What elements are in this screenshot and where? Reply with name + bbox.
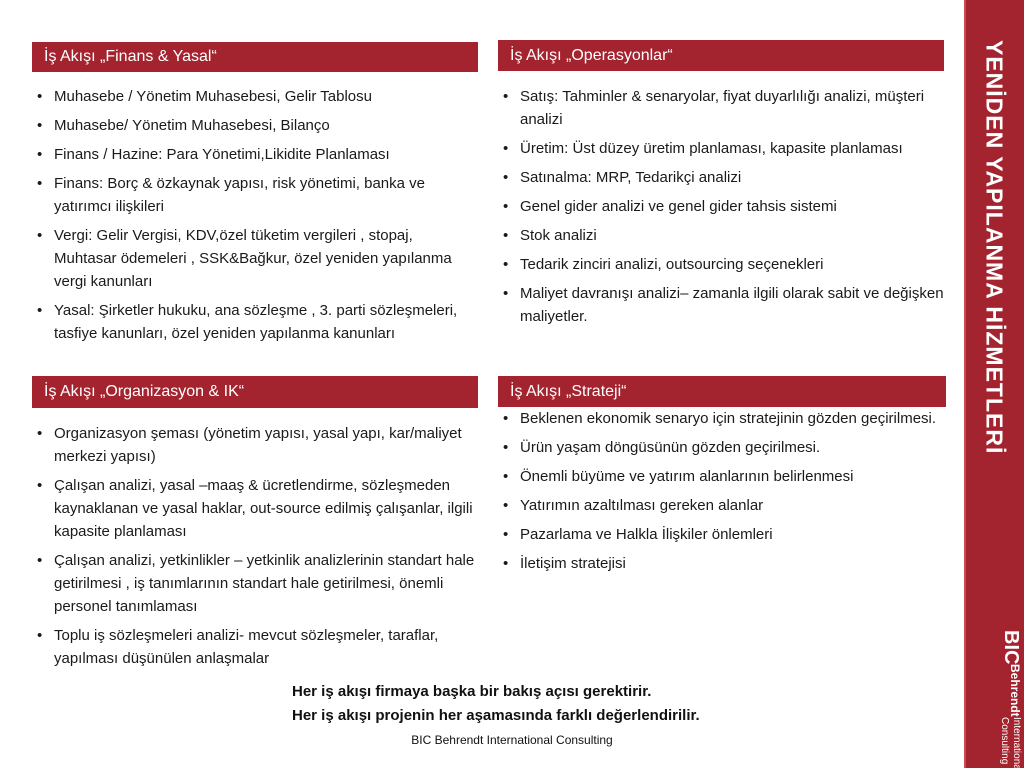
panel-finans-list bbox=[32, 85, 478, 345]
list-item: • Üretim: Üst düzey üretim planlaması, kapasite planlaması bbox=[498, 137, 944, 160]
list-item: • Toplu iş sözleşmeleri analizi- mevcut sözleşmeler, taraflar, yapılması düşünülen anlaşmalar bbox=[32, 624, 478, 670]
panel-operasyonlar-list bbox=[498, 85, 944, 328]
sidebar-title: YENİDEN YAPILANMA HİZMETLERİ bbox=[981, 40, 1008, 455]
list-item: • Finans: Borç & özkaynak yapısı, risk yönetimi, banka ve yatırımcı ilişkileri bbox=[32, 172, 478, 218]
logo-name: Behrendt bbox=[1008, 664, 1022, 718]
footer-note: Her iş akışı firmaya başka bir bakış açısı gerektirir. bbox=[292, 683, 652, 700]
list-item: • Çalışan analizi, yetkinlikler – yetkinlik analizlerinin standart hale getirilmesi , iş tanımlarının standart hale getirilmesi, önemli personel tanımlaması bbox=[32, 549, 478, 618]
list-item: • Stok analizi bbox=[498, 224, 944, 247]
list-item: • Maliyet davranışı analizi– zamanla ilgili olarak sabit ve değişken maliyetler. bbox=[498, 282, 944, 328]
panel-strateji-title: İş Akışı „Strateji“ bbox=[498, 376, 946, 407]
logo-mark: BIC bbox=[1000, 630, 1022, 665]
list-item: • Önemli büyüme ve yatırım alanlarının belirlenmesi bbox=[498, 465, 946, 488]
list-item: • Yatırımın azaltılması gereken alanlar bbox=[498, 494, 946, 517]
logo-subtitle: International Consulting bbox=[999, 717, 1022, 772]
list-item: • Muhasebe/ Yönetim Muhasebesi, Bilanço bbox=[32, 114, 478, 137]
list-item: • Pazarlama ve Halkla İlişkiler önlemleri bbox=[498, 523, 946, 546]
list-item: • Vergi: Gelir Vergisi, KDV,özel tüketim vergileri , stopaj, Muhtasar ödemeleri , SSK&Bağkur, özel yeniden yapılanma vergi kanunları bbox=[32, 224, 478, 293]
panel-operasyonlar-title: İş Akışı „Operasyonlar“ bbox=[498, 40, 944, 71]
list-item: • Finans / Hazine: Para Yönetimi,Likidite Planlaması bbox=[32, 143, 478, 166]
footer-note: Her iş akışı projenin her aşamasında farklı değerlendirilir. bbox=[292, 707, 700, 724]
list-item: • Tedarik zinciri analizi, outsourcing seçenekleri bbox=[498, 253, 944, 276]
footer-notes bbox=[292, 680, 952, 728]
panel-organizasyon-title: İş Akışı „Organizasyon & IK“ bbox=[32, 376, 478, 408]
footer-company: BIC Behrendt International Consulting bbox=[411, 733, 613, 747]
list-item: • İletişim stratejisi bbox=[498, 552, 946, 575]
list-item: • Satış: Tahminler & senaryolar, fiyat duyarlılığı analizi, müşteri analizi bbox=[498, 85, 944, 131]
sidebar bbox=[964, 0, 1024, 772]
list-item: • Çalışan analizi, yasal –maaş & ücretlendirme, sözleşmeden kaynaklanan ve yasal haklar, out-source edilmiş çalışanlar, ilgili kapasite planlaması bbox=[32, 474, 478, 543]
list-item: • Genel gider analizi ve genel gider tahsis sistemi bbox=[498, 195, 944, 218]
panel-finans-title: İş Akışı „Finans & Yasal“ bbox=[32, 42, 478, 72]
list-item: • Beklenen ekonomik senaryo için stratejinin gözden geçirilmesi. bbox=[498, 407, 946, 430]
panel-finans bbox=[32, 42, 478, 351]
list-item: • Ürün yaşam döngüsünün gözden geçirilmesi. bbox=[498, 436, 946, 459]
list-item: • Muhasebe / Yönetim Muhasebesi, Gelir Tablosu bbox=[32, 85, 478, 108]
panel-strateji-list bbox=[498, 407, 946, 575]
list-item: • Satınalma: MRP, Tedarikçi analizi bbox=[498, 166, 944, 189]
panel-organizasyon bbox=[32, 376, 478, 676]
panel-organizasyon-list bbox=[32, 422, 478, 670]
panel-operasyonlar bbox=[498, 40, 944, 334]
list-item: • Yasal: Şirketler hukuku, ana sözleşme , 3. parti sözleşmeleri, tasfiye kanunları, özel yeniden yapılanma kanunları bbox=[32, 299, 478, 345]
list-item: • Organizasyon şeması (yönetim yapısı, yasal yapı, kar/maliyet merkezi yapısı) bbox=[32, 422, 478, 468]
panel-strateji bbox=[498, 376, 946, 581]
